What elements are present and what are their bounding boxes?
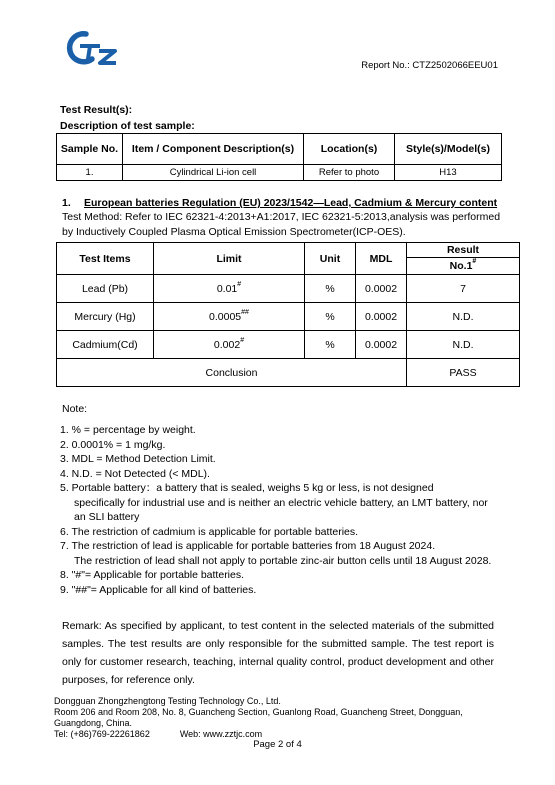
- table-header: Result: [407, 243, 520, 258]
- table-row: [57, 331, 520, 359]
- footer-tel: Tel: (+86)769-22261862: [54, 729, 150, 739]
- table-row: [57, 303, 520, 331]
- table-header: MDL: [356, 243, 407, 275]
- section-title: [62, 197, 497, 209]
- sample-description-table: [56, 133, 502, 181]
- table-cell: Lead (Pb): [57, 275, 154, 303]
- list-item: 7. The restriction of lead is applicable for portable batteries from 18 August 2024.: [60, 540, 436, 552]
- conclusion-value: PASS: [407, 359, 520, 387]
- list-item: 5. Portable battery：a battery that is sealed, weighs 5 kg or less, is not designed: [60, 482, 434, 494]
- company-logo: [66, 28, 122, 68]
- list-item: 1. % = percentage by weight.: [60, 424, 196, 436]
- table-cell: 0.0005##: [154, 303, 305, 331]
- table-cell: 7: [407, 275, 520, 303]
- table-cell: 0.0002: [356, 275, 407, 303]
- list-item: 2. 0.0001% = 1 mg/kg.: [60, 438, 166, 451]
- table-cell: 0.0002: [356, 303, 407, 331]
- test-method: Test Method: Refer to IEC 62321-4:2013+A1:2017, IEC 62321-5:2013,analysis was performed by Inductively Coupled Plasma Optical Emission Spectrometer(ICP-OES).: [62, 211, 501, 238]
- footer-address: Room 206 and Room 208, No. 8, Guancheng Section, Guanlong Road, Guancheng Street, Dongguan, Guangdong, China.: [54, 707, 463, 728]
- table-cell: 0.002#: [154, 331, 305, 359]
- list-item: 4. N.D. = Not Detected (< MDL).: [60, 467, 210, 480]
- conclusion-row: [57, 359, 520, 387]
- table-cell: Mercury (Hg): [57, 303, 154, 331]
- table-cell: Cadmium(Cd): [57, 331, 154, 359]
- table-cell: N.D.: [407, 303, 520, 331]
- notes-list: [60, 423, 520, 597]
- table-header-sub: No.1#: [407, 258, 520, 275]
- table-header: Item / Component Description(s): [123, 134, 304, 165]
- list-item: 9. "##"= Applicable for all kind of batteries.: [60, 583, 257, 596]
- remark-paragraph: Remark: As specified by applicant, to test content in the selected materials of the submitted samples. The test results are only responsible for the submitted sample. The test report is only for customer research, teaching, internal quality control, product development and other purposes, for reference only.: [62, 620, 494, 686]
- table-cell: %: [305, 303, 356, 331]
- report-number: Report No.: CTZ2502066EEU01: [361, 60, 498, 71]
- table-cell: 0.01#: [154, 275, 305, 303]
- conclusion-label: Conclusion: [57, 359, 407, 387]
- list-item: 6. The restriction of cadmium is applicable for portable batteries.: [60, 525, 359, 538]
- table-cell: Refer to photo: [304, 165, 395, 181]
- table-row: [57, 275, 520, 303]
- list-item: specifically for industrial use and is neither an electric vehicle battery, an LMT battery, nor: [74, 496, 488, 509]
- table-cell: N.D.: [407, 331, 520, 359]
- table-cell: H13: [395, 165, 502, 181]
- list-item: 8. "#"= Applicable for portable batteries.: [60, 569, 245, 581]
- table-header: Sample No.: [57, 134, 123, 165]
- table-header: Limit: [154, 243, 305, 275]
- table-header: Location(s): [304, 134, 395, 165]
- section-title-text: European batteries Regulation (EU) 2023/1542—Lead, Cadmium & Mercury content: [84, 197, 498, 209]
- table-header: Test Items: [57, 243, 154, 275]
- list-item: 3. MDL = Method Detection Limit.: [60, 453, 216, 465]
- results-table: [56, 242, 520, 387]
- footer: [54, 696, 504, 740]
- table-cell: 0.0002: [356, 331, 407, 359]
- table-cell: Cylindrical Li-ion cell: [123, 165, 304, 181]
- footer-company: Dongguan Zhongzhengtong Testing Technology Co., Ltd.: [54, 696, 281, 706]
- list-item: an SLI battery: [74, 511, 140, 523]
- page-number: Page 2 of 4: [253, 739, 302, 750]
- table-row: [57, 165, 502, 181]
- description-heading: Description of test sample:: [60, 120, 195, 132]
- footer-web: Web: www.zztjc.com: [179, 729, 263, 739]
- test-results-heading: Test Result(s):: [60, 104, 133, 116]
- list-item: The restriction of lead shall not apply to portable zinc-air button cells until 18 August 2028.: [74, 554, 492, 567]
- table-header: Unit: [305, 243, 356, 275]
- table-cell: 1.: [57, 165, 123, 181]
- note-heading: Note:: [62, 403, 88, 415]
- table-cell: %: [305, 331, 356, 359]
- table-header: Style(s)/Model(s): [395, 134, 502, 165]
- section-number: 1.: [62, 197, 71, 209]
- table-cell: %: [305, 275, 356, 303]
